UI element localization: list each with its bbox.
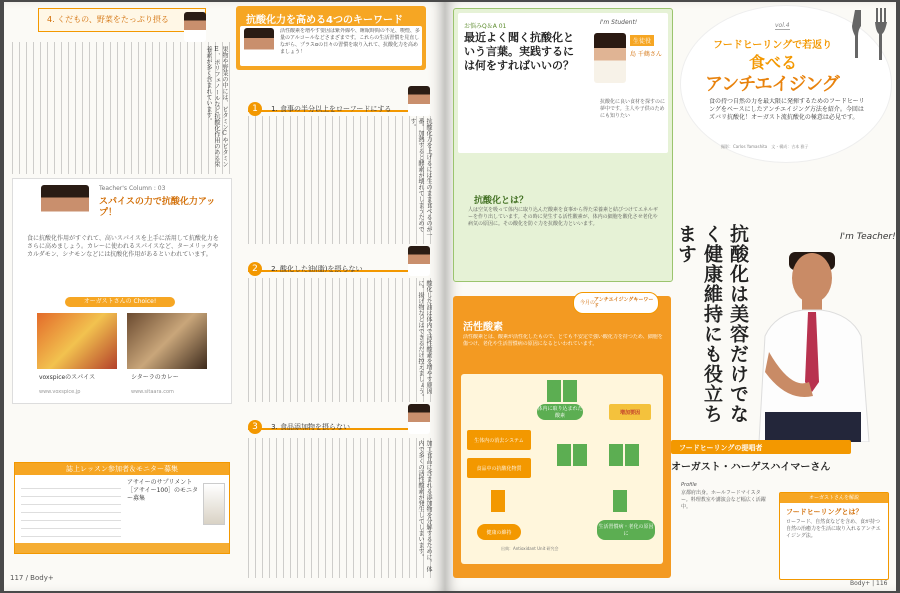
faq-box (779, 492, 889, 580)
shop2-photo (127, 313, 207, 369)
column-title: スパイスの力で抗酸化力アップ！ (99, 197, 216, 218)
keyword1-row: 1 1. 食事の半分以上をローフードにする (248, 96, 408, 112)
col-text-a (12, 42, 230, 174)
chart-ok: 健康の維持 (477, 524, 521, 540)
keyword3: 3. 食品添加物を摂らない (271, 423, 350, 431)
chart-src: 出典：Antioxidant Unit 研究会 (501, 546, 559, 551)
keyword2-text: 酸化した油は体内で活性酸素を増やす原因に。揚げ物などはできるだけ控えましょう。 (417, 280, 432, 400)
col-text-a-content: 果物や野菜の中には、ビタミンCやビタミンE、ポリフェノールなど抗酸化作用のある栄養素が多く含まれています。 (205, 46, 228, 167)
title-line1: 食べる (749, 53, 798, 72)
left-page (4, 2, 445, 591)
shop1-name: voxspiceのスパイス (39, 374, 96, 381)
folio-left: 117 / Body+ (10, 574, 54, 582)
shop2-url[interactable]: www.sitaara.com (131, 389, 174, 395)
intro: 食の持つ自然の力を最大限に発揮するためのフードヒーリングをベースにしたアンチエイジング方法を紹介。今回はズバリ抗酸化！オーガスト流抗酸化の極意は必見です。 (709, 98, 865, 121)
qa-panel (453, 8, 673, 282)
antiox-box-body: 活性酸素を増やす要因は紫外線や、睡眠時間の不足、喫煙、多量のアルコールなどさまざまです。これらの生活習慣を見直しながら、プラスαの日々の習慣を取り入れて、抗酸化力を高めましょう！ (280, 28, 420, 55)
present-footer-bar (15, 543, 229, 553)
profile-label: Profile (681, 482, 697, 488)
chart-food: 食品中の抗酸化物質 (467, 458, 531, 478)
faq-title: フードヒーリングとは？ (786, 508, 863, 516)
vol: vol.4 (775, 22, 790, 29)
student-tag: I'm Student! (600, 19, 638, 26)
chart-add: 増加要因 (609, 404, 651, 420)
antiox-keyword-box (236, 6, 426, 70)
qa-question: 最近よく聞く抗酸化という言葉。実践するには何をすればいいの？ (464, 31, 574, 72)
kw-sub: 活性酸素 (463, 322, 503, 333)
fork-knife-icon (847, 6, 893, 62)
chart-area (461, 374, 663, 564)
faq-label: オーガストさんを解説 (780, 493, 888, 503)
chart-bad: 生活習慣病・老化の原因に (597, 520, 655, 540)
teachers-column (12, 178, 232, 404)
role-bar (671, 440, 851, 454)
shop-label: オーガストさんの Choice! (65, 297, 175, 307)
chart-in: 体内に取り込まれた酸素 (537, 406, 583, 419)
qa-tag: お悩みQ＆A 01 (464, 23, 507, 30)
shop1-photo (37, 313, 117, 369)
supplement-image (203, 483, 225, 525)
profile-block (681, 482, 767, 574)
antiox-box-title: 抗酸化力を高める4つのキーワード (246, 15, 403, 26)
kw-body: 活性酸素とは、酸素が活性化したもので、とても不安定で強い酸化力を持つため、細胞を傷つけ、老化や生活習慣病の原因になるといわれています。 (463, 334, 663, 347)
student-comment: 抗酸化に良い食材を探すのに夢中です。主人や子供のためにも知りたい (600, 99, 666, 119)
lead: フードヒーリングで若返り (713, 40, 833, 51)
column-body: 食に抗酸化作用がすぐれて、高いスパイスを上手に活用して抗酸化力をさらに高めましょう。カレーに使われるスパイスなど、ターメリックやカルダモン、シナモンなどには抗酸化作用があるといわれています。 (27, 235, 219, 258)
student-photo (594, 33, 626, 83)
title-line2: アンチエイジング (705, 74, 839, 95)
kw-small: 今月の (580, 300, 596, 306)
shop1-url[interactable]: www.voxspice.jp (39, 389, 81, 395)
present-item: アサイーのサプリメント［アサイー100］のモニター募集 (127, 479, 199, 502)
student-name: 島 千鶴さん (630, 51, 662, 58)
keyword1-text: 抗酸化力を上げるには生のまま食べるのが一番。加熱すると酵素が壊れてしまうためです。 (409, 118, 432, 238)
role: フードヒーリングの提唱者 (679, 444, 763, 452)
column-photo (41, 185, 89, 229)
teacher-photo (751, 232, 879, 442)
keyword1: 1. 食事の半分以上をローフードにする (271, 105, 392, 113)
teacher-tag: I'm Teacher! (840, 232, 896, 242)
keyword3-row: 3 3. 食品添加物を摂らない (248, 414, 408, 430)
keyword-box-photo (244, 28, 274, 64)
shop2-name: シターラのカレー (131, 374, 179, 381)
student-label: 生徒役 (630, 35, 654, 46)
section4-heading-box (38, 8, 206, 32)
credit: 撮影：Carlos Yamashita 文・構成：吉本 雅子 (721, 144, 809, 149)
keyword3-text: 加工食品に含まれる添加物を分解するために、体内で多くの活性酸素が発生してしまいます。 (417, 440, 432, 572)
teacher-name: オーガスト・ハーゲスハイマーさん (671, 462, 831, 473)
qa-card (458, 13, 668, 153)
keyword2: 2. 酸化した油(脂)を摂らない (271, 265, 363, 273)
teacher-thumb (184, 12, 206, 42)
section4-heading: 4. くだもの、野菜をたっぷり摂る (47, 15, 169, 24)
profile-body: 京都府出身。ホールフードマイスター。料理教室や講演会など幅広く活躍中。 (681, 490, 766, 510)
what-body: 人は空気を吸って体内に取り込んだ酸素を食事から得た栄養素と結びつけてエネルギーを作り出しています。その時に発生する活性酸素が、体内の細胞を酸化させ老化や病気の原因に。その酸化を防ぐ力を抗酸化力といいます。 (468, 207, 659, 227)
folio-right: Body+ | 116 (850, 580, 888, 587)
chart-sys: 生体内の消去システム (467, 430, 531, 450)
keyword-panel (453, 296, 671, 578)
present-box (14, 462, 230, 554)
faq-body: ローフード、自然食などを含め、食が持つ自然の治癒力を生活に取り入れるアンチエイジング法。 (786, 519, 881, 539)
kw-title: アンチエイジングキーワード (594, 297, 654, 309)
present-title: 誌上レッスン参加者＆モニター募集 (15, 463, 229, 475)
keyword2-row: 2 2. 酸化した油(脂)を摂らない (248, 256, 408, 272)
right-page (445, 2, 896, 591)
column-label: Teacher's Column : 03 (99, 185, 166, 192)
vertical-title: 抗酸化は美容だけでなく健康維持にも役立ちます (675, 224, 749, 424)
what-title: 抗酸化とは？ (474, 196, 529, 206)
